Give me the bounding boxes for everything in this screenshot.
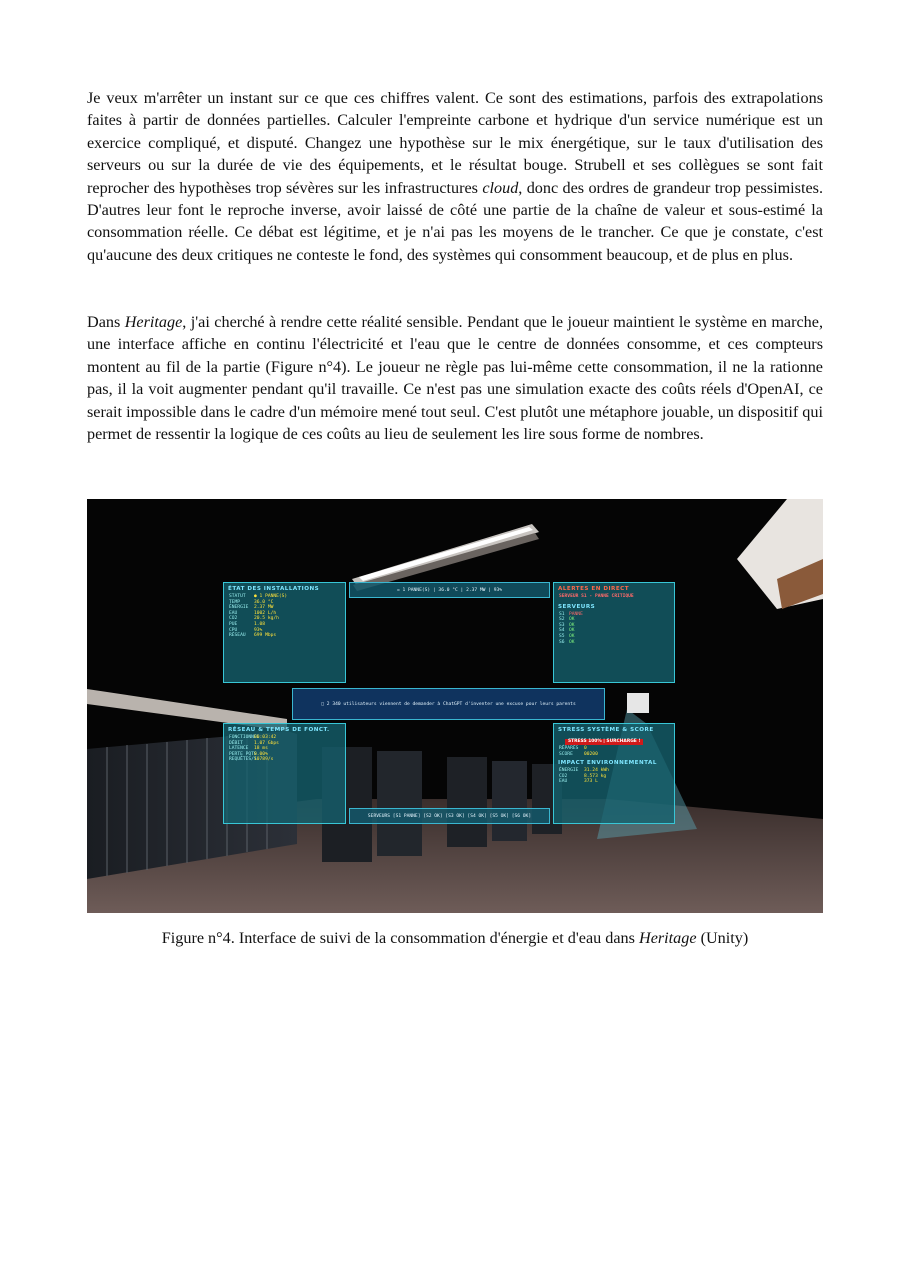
impact-label: CO2 xyxy=(559,773,568,779)
paragraph-1-text: Je veux m'arrêter un instant sur ce que ces chiffres valent. Ce sont des estimations, parfois des extrapolations faites à partir de données partielles. Calculer l'empreinte carbone et hydrique d'un service numérique est un exercice compliqué, et disputé. Changez une hypothèse sur le mix énergétique, sur le taux d'utilisation des serveurs ou sur la durée de vie des équipements, et le résultat bouge. Strubell et ses collègues se sont fait reprocher des hypothèses trop sévères sur les infrastructures xyxy=(87,89,823,197)
impact-rows xyxy=(554,768,674,785)
caption-emphasis: Heritage xyxy=(639,929,697,947)
installation-label: STATUT xyxy=(229,594,246,599)
installation-value: 1002 L/h xyxy=(254,610,277,616)
installation-label: PUE xyxy=(229,621,238,627)
hud-ticker-bar xyxy=(349,582,550,598)
installation-value: ● 1 PANNE(S) xyxy=(254,594,288,599)
network-label: DÉBIT xyxy=(229,740,243,746)
paragraph-1-emphasis: cloud xyxy=(482,178,519,197)
server-id: S5 xyxy=(559,633,565,639)
paragraph-2-text-start: Dans xyxy=(87,313,125,331)
network-value: 18 ms xyxy=(254,746,268,752)
figure-caption xyxy=(0,928,910,948)
installation-label: CPU xyxy=(229,627,238,633)
server-id: S6 xyxy=(559,639,565,645)
body-paragraph-1 xyxy=(87,87,823,266)
figure-game-screenshot xyxy=(87,499,823,913)
stress-title: STRESS SYSTÈME & SCORE xyxy=(558,727,654,733)
paragraph-1-text-end: , donc des ordres de grandeur trop pessimistes. D'autres leur font le reproche inverse, avoir laissé de côté une partie de la chaîne de valeur et sous-estimé la consommation réelle. Ce débat est légitime, et je n'ai pas les moyens de le trancher. Ce que je constate, c'est qu'aucune des deux critiques ne conteste le fond, des systèmes qui consomment beaucoup, et de plus en plus. xyxy=(87,178,823,264)
server-status-list xyxy=(554,612,674,646)
server-status: OK xyxy=(569,622,575,628)
server-status: OK xyxy=(569,639,575,645)
impact-value: 8.573 kg xyxy=(584,773,607,779)
alerts-title: ALERTES EN DIRECT xyxy=(558,586,630,592)
paragraph-2-emphasis: Heritage xyxy=(124,313,183,331)
installation-value: 93% xyxy=(254,627,263,633)
installation-label: RÉSEAU xyxy=(229,633,246,639)
server-status: OK xyxy=(569,617,575,623)
installation-label: TEMP xyxy=(229,599,241,605)
impact-value: 373 L xyxy=(584,779,598,785)
paragraph-2-text: , j'ai cherché à rendre cette réalité sensible. Pendant que le joueur maintient le système en marche, une interface affiche en continu l'électricité et l'eau que le centre de données consomme, et ces compteurs montent au fil de la partie (Figure n°4). Le joueur ne règle pas lui-même cette consommation, il ne la rationne pas, il la voit augmenter pendant qu'il travaille. Ce n'est pas une simulation exacte des coûts réels d'OpenAI, ce serait impossible dans le cadre d'un mémoire mené tout seul. C'est plutôt une métaphore jouable, un dispositif qui permet de ressentir la logique de ces coûts au lieu de seulement les lire sous forme de nombres. xyxy=(87,313,823,444)
installation-value: 2.37 MW xyxy=(254,605,274,611)
network-value: 10789/s xyxy=(254,757,274,763)
impact-label: EAU xyxy=(559,779,568,785)
impact-row xyxy=(554,779,674,785)
network-title: RÉSEAU & TEMPS DE FONCT. xyxy=(228,727,330,733)
stress-rows xyxy=(554,746,674,757)
installations-rows xyxy=(224,594,345,639)
hud-installations-panel xyxy=(223,582,346,683)
stress-badge: STRESS 100% | SURCHARGE ! xyxy=(565,739,643,745)
network-row xyxy=(224,757,345,763)
installation-value: 20.5 kg/h xyxy=(254,616,279,622)
message-text: □ 2 340 utilisateurs viennent de demander à ChatGPT d'inventer une excuse pour leurs parents xyxy=(321,701,576,707)
network-label: REQUÊTES/S xyxy=(229,757,257,763)
installations-title: ÉTAT DES INSTALLATIONS xyxy=(228,586,320,592)
installation-value: 36.0 °C xyxy=(254,599,274,605)
stress-value: 0 xyxy=(584,746,587,751)
network-value: 00:03:42 xyxy=(254,735,277,740)
hud-network-panel xyxy=(223,723,346,824)
network-rows xyxy=(224,735,345,763)
server-id: S3 xyxy=(559,622,565,628)
hud-message-bar xyxy=(292,688,605,720)
hud-alerts-panel xyxy=(553,582,675,683)
installation-label: CO2 xyxy=(229,616,238,622)
installation-label: EAU xyxy=(229,610,238,616)
server-status: OK xyxy=(569,633,575,639)
stress-label: SCORE xyxy=(559,751,573,757)
stress-label: RÉPARÉS xyxy=(559,746,579,751)
server-status: PANNE xyxy=(569,611,583,617)
servers-title: SERVEURS xyxy=(558,603,596,610)
installation-label: ÉNERGIE xyxy=(229,605,249,611)
hud-servers-bar xyxy=(349,808,550,824)
ticker-text: = 1 PANNE(S) | 36.0 °C | 2.37 MW | 93% xyxy=(396,587,503,593)
impact-label: ÉNERGIE xyxy=(559,768,579,774)
stress-value: 00200 xyxy=(584,751,598,757)
installation-row xyxy=(224,633,345,639)
alert-message: SERVEUR S1 - PANNE CRITIQUE xyxy=(559,594,634,599)
network-value: 0.00% xyxy=(254,751,268,757)
body-paragraph-2 xyxy=(87,311,823,445)
network-label: LATENCE xyxy=(229,746,249,752)
server-id: S4 xyxy=(559,628,565,634)
caption-text: Figure n°4. Interface de suivi de la consommation d'énergie et d'eau dans xyxy=(161,929,639,947)
server-status: OK xyxy=(569,628,575,634)
caption-text-end: (Unity) xyxy=(696,929,749,947)
server-id: S2 xyxy=(559,617,565,623)
network-label: FONCTIONNEL xyxy=(229,735,260,740)
server-id: S1 xyxy=(559,611,565,617)
floating-cube xyxy=(627,693,649,713)
network-label: PERTE PQTS xyxy=(229,751,257,757)
impact-title: IMPACT ENVIRONNEMENTAL xyxy=(558,760,657,767)
impact-value: 31.24 kWh xyxy=(584,768,609,774)
installation-value: 1.08 xyxy=(254,621,266,627)
installation-value: 699 Mbps xyxy=(254,633,277,639)
server-status-row xyxy=(554,640,674,646)
hud-stress-panel xyxy=(553,723,675,824)
servers-bar-text: SERVEURS [S1 PANNE] [S2 OK] [S3 OK] [S4 OK] [S5 OK] [S6 OK] xyxy=(367,813,532,819)
network-value: 1.07 Gbps xyxy=(254,740,279,746)
